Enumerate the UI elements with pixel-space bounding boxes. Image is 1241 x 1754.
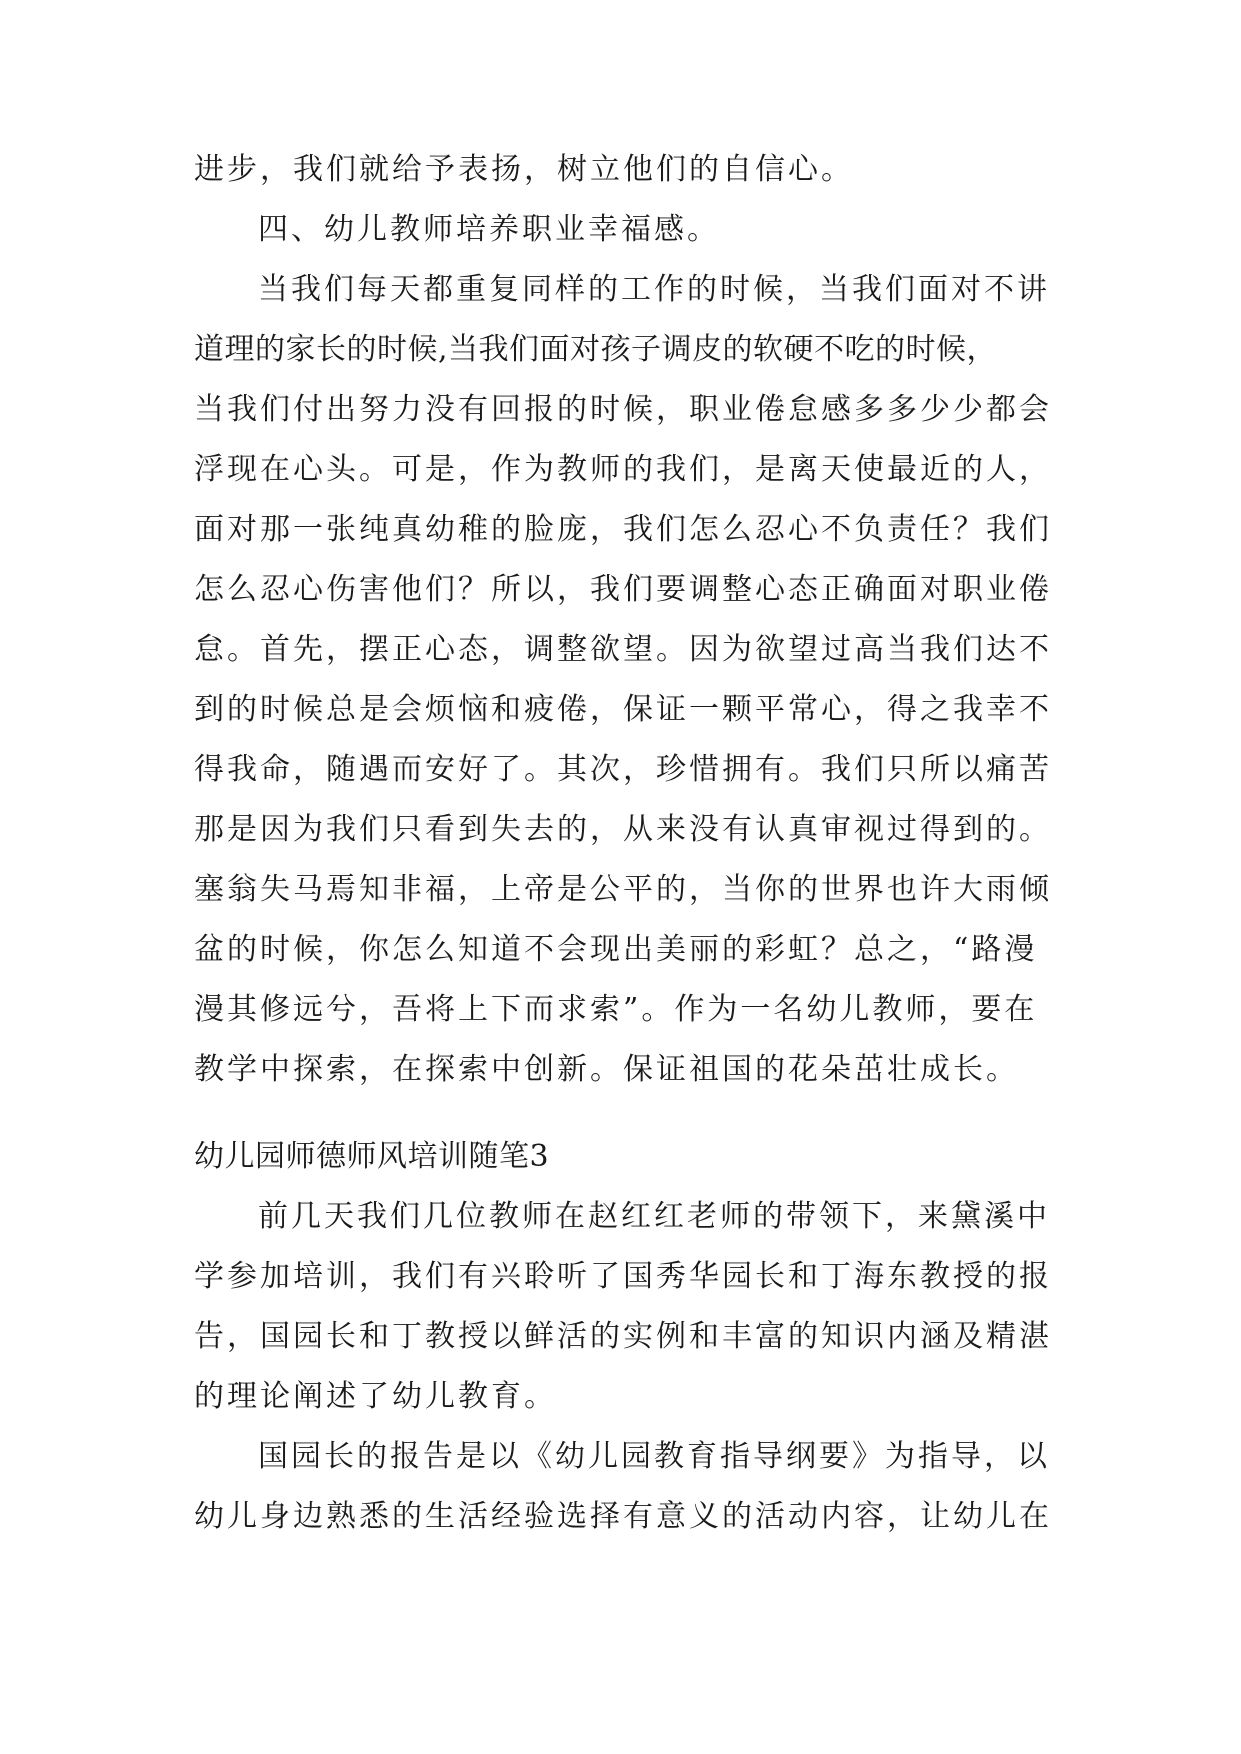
paragraph-line: 面对那一张纯真幼稚的脸庞，我们怎么忍心不负责任？我们 [194,512,1052,547]
paragraph-line: 那是因为我们只看到失去的，从来没有认真审视过得到的。 [194,812,1052,847]
paragraph-line: 前几天我们几位教师在赵红红老师的带领下，来黛溪中 [258,1199,1050,1234]
paragraph-line: 到的时候总是会烦恼和疲倦，保证一颗平常心，得之我幸不 [194,692,1052,727]
paragraph-line: 学参加培训，我们有兴聆听了国秀华园长和丁海东教授的报 [194,1259,1052,1294]
paragraph-line: 道理的家长的时候,当我们面对孩子调皮的软硬不吃的时候， [194,332,998,367]
paragraph-line: 幼儿身边熟悉的生活经验选择有意义的活动内容，让幼儿在 [194,1499,1052,1534]
paragraph-line: 当我们每天都重复同样的工作的时候，当我们面对不讲 [258,272,1050,307]
paragraph-line: 告，国园长和丁教授以鲜活的实例和丰富的知识内涵及精湛 [194,1319,1052,1354]
paragraph-line: 当我们付出努力没有回报的时候，职业倦怠感多多少少都会 [194,392,1052,427]
paragraph-line: 进步，我们就给予表扬，树立他们的自信心。 [194,152,854,187]
paragraph-line: 盆的时候，你怎么知道不会现出美丽的彩虹？总之，“路漫 [194,932,1038,967]
paragraph-line: 教学中探索，在探索中创新。保证祖国的花朵茁壮成长。 [194,1052,1019,1087]
paragraph-line: 怠。首先，摆正心态，调整欲望。因为欲望过高当我们达不 [194,632,1052,667]
paragraph-line: 塞翁失马焉知非福，上帝是公平的，当你的世界也许大雨倾 [194,872,1052,907]
paragraph-line: 得我命，随遇而安好了。其次，珍惜拥有。我们只所以痛苦 [194,752,1052,787]
paragraph-line: 国园长的报告是以《幼儿园教育指导纲要》为指导，以 [258,1439,1050,1474]
article-title: 幼儿园师德师风培训随笔3 [194,1139,550,1174]
section-heading: 四、幼儿教师培养职业幸福感。 [258,212,720,247]
paragraph-line: 怎么忍心伤害他们？所以，我们要调整心态正确面对职业倦 [194,572,1052,607]
paragraph-line: 的理论阐述了幼儿教育。 [194,1379,557,1414]
paragraph-line: 漫其修远兮，吾将上下而求索”。作为一名幼儿教师，要在 [194,992,1038,1027]
paragraph-line: 浮现在心头。可是，作为教师的我们，是离天使最近的人， [194,452,1052,487]
